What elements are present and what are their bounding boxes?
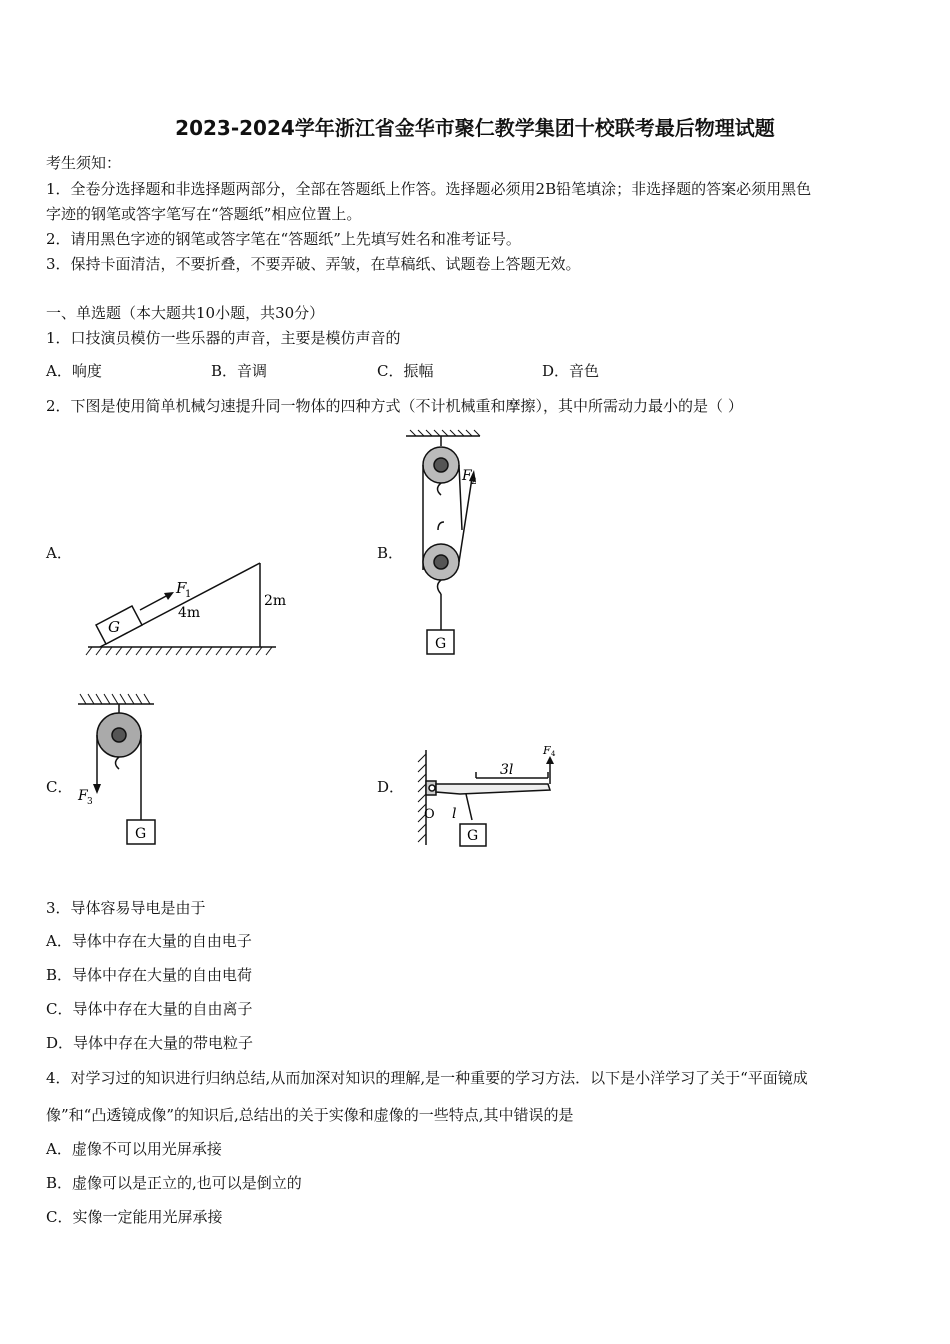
q3-option-b: B．导体中存在大量的自由电荷 bbox=[46, 966, 253, 984]
q2-stem: 2．下图是使用简单机械匀速提升同一物体的四种方式（不计机械重和摩擦），其中所需动力最小的是（ ） bbox=[46, 397, 743, 415]
section-heading: 一、单选题（本大题共10小题，共30分） bbox=[46, 304, 325, 322]
fig-a-force-sub: 1 bbox=[185, 589, 192, 600]
fig-c-weight: G bbox=[135, 826, 147, 842]
fig-b-force-sub: 2 bbox=[471, 477, 477, 487]
fig-a-slope: 4m bbox=[178, 605, 201, 621]
q1-option-b: B．音调 bbox=[211, 362, 268, 380]
fig-a-height: 2m bbox=[264, 593, 287, 609]
fig-d-short-arm: l bbox=[452, 806, 457, 822]
fig-d-force-sub: 4 bbox=[551, 750, 556, 758]
q4-stem-line-1: 4．对学习过的知识进行归纳总结,从而加深对知识的理解,是一种重要的学习方法．以下是小洋学习了关于“平面镜成 bbox=[46, 1069, 808, 1087]
q2-label-a: A． bbox=[46, 544, 72, 562]
fig-d-weight: G bbox=[467, 828, 479, 844]
fig-c-force: F bbox=[78, 788, 88, 804]
fig-d-force: F bbox=[543, 744, 551, 757]
fig-d-long-arm: 3l bbox=[500, 762, 514, 778]
fig-b-force: F bbox=[462, 468, 472, 484]
q3-stem: 3．导体容易导电是由于 bbox=[46, 899, 206, 917]
q1-option-d: D．音色 bbox=[542, 362, 600, 380]
figure-d-lever bbox=[400, 740, 570, 855]
q1-option-a: A．响度 bbox=[46, 362, 102, 380]
figure-b-pulley-block bbox=[400, 430, 500, 660]
q2-label-d: D． bbox=[377, 778, 405, 796]
figure-c-fixed-pulley bbox=[72, 688, 182, 853]
fig-a-weight: G bbox=[108, 618, 120, 636]
notice-heading: 考生须知： bbox=[46, 154, 122, 172]
fig-a-force: F bbox=[176, 579, 187, 597]
q2-label-c: C． bbox=[46, 778, 73, 796]
notice-line-2: 字迹的钢笔或答字笔写在“答题纸”相应位置上。 bbox=[46, 205, 362, 223]
q2-label-b: B． bbox=[377, 544, 404, 562]
figure-a-inclined-plane bbox=[80, 555, 287, 665]
q4-option-b: B．虚像可以是正立的,也可以是倒立的 bbox=[46, 1174, 302, 1192]
q4-stem-line-2: 像”和“凸透镜成像”的知识后,总结出的关于实像和虚像的一些特点,其中错误的是 bbox=[46, 1106, 574, 1124]
fig-d-pivot: O bbox=[424, 807, 435, 822]
q4-option-a: A．虚像不可以用光屏承接 bbox=[46, 1140, 222, 1158]
q4-option-c: C．实像一定能用光屏承接 bbox=[46, 1208, 223, 1226]
q1-option-c: C．振幅 bbox=[377, 362, 434, 380]
q3-option-c: C．导体中存在大量的自由离子 bbox=[46, 1000, 253, 1018]
q3-option-a: A．导体中存在大量的自由电子 bbox=[46, 932, 252, 950]
fig-b-weight: G bbox=[435, 636, 447, 652]
notice-line-4: 3．保持卡面清洁，不要折叠，不要弄破、弄皱，在草稿纸、试题卷上答题无效。 bbox=[46, 255, 581, 273]
notice-line-3: 2．请用黑色字迹的钢笔或答字笔在“答题纸”上先填写姓名和准考证号。 bbox=[46, 230, 521, 248]
q3-option-d: D．导体中存在大量的带电粒子 bbox=[46, 1034, 254, 1052]
fig-c-force-sub: 3 bbox=[87, 797, 93, 807]
page-title: 2023-2024学年浙江省金华市聚仁教学集团十校联考最后物理试题 bbox=[175, 116, 775, 140]
notice-line-1: 1．全卷分选择题和非选择题两部分，全部在答题纸上作答。选择题必须用2B铅笔填涂；非选择题的答案必须用黑色 bbox=[46, 180, 812, 198]
q1-stem: 1．口技演员模仿一些乐器的声音，主要是模仿声音的 bbox=[46, 329, 401, 347]
